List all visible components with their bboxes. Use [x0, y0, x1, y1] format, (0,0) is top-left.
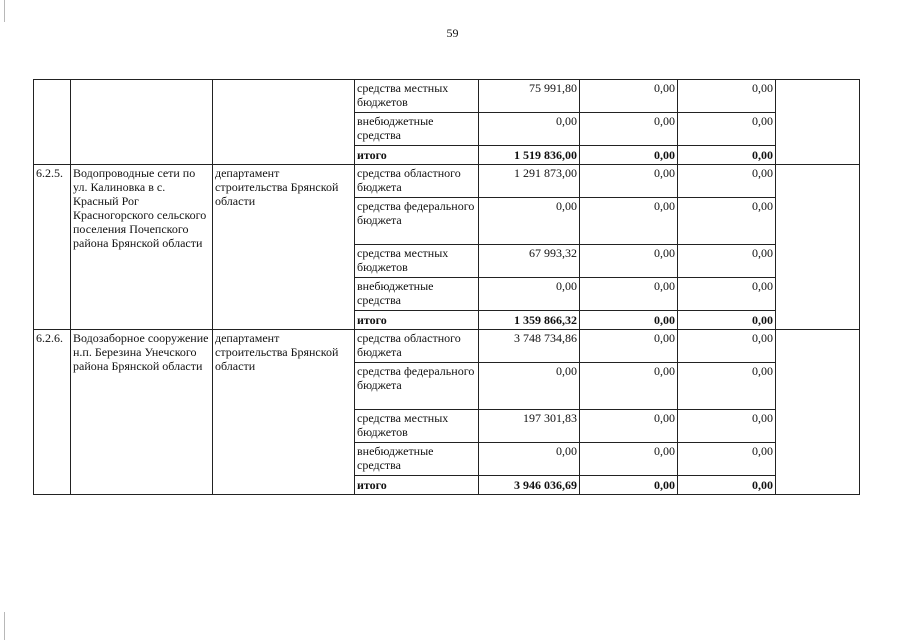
page-number: 59	[446, 26, 459, 40]
empty-cell	[776, 165, 860, 330]
value-cell: 0,00	[678, 80, 776, 113]
value-cell: 0,00	[678, 165, 776, 198]
table-row	[34, 330, 860, 363]
scan-margin-mark-top	[4, 0, 5, 22]
value-cell: 0,00	[479, 198, 580, 245]
funding-source-cell: средства местных бюджетов	[355, 410, 479, 443]
item-executor-cell	[213, 80, 355, 165]
value-cell: 3 748 734,86	[479, 330, 580, 363]
funding-source-cell: средства федерального бюджета	[355, 198, 479, 245]
total-value-cell: 0,00	[678, 146, 776, 165]
value-cell: 0,00	[479, 113, 580, 146]
value-cell: 197 301,83	[479, 410, 580, 443]
total-value-cell: 0,00	[580, 311, 678, 330]
funding-source-cell: внебюджетные средства	[355, 278, 479, 311]
total-label-cell: итого	[355, 146, 479, 165]
value-cell: 0,00	[678, 443, 776, 476]
total-label-cell: итого	[355, 476, 479, 495]
value-cell: 0,00	[580, 245, 678, 278]
value-cell: 0,00	[678, 245, 776, 278]
value-cell: 0,00	[580, 278, 678, 311]
item-code-cell	[34, 80, 71, 165]
funding-source-cell: средства областного бюджета	[355, 165, 479, 198]
item-name-cell	[71, 80, 213, 165]
value-cell: 67 993,32	[479, 245, 580, 278]
value-cell: 0,00	[580, 443, 678, 476]
value-cell: 0,00	[580, 165, 678, 198]
empty-cell	[776, 330, 860, 495]
value-cell: 0,00	[580, 113, 678, 146]
total-value-cell: 0,00	[678, 311, 776, 330]
value-cell: 75 991,80	[479, 80, 580, 113]
total-value-cell: 1 359 866,32	[479, 311, 580, 330]
funding-source-cell: средства федерального бюджета	[355, 363, 479, 410]
item-executor-cell: департамент строительства Брянской области	[213, 165, 355, 330]
value-cell: 0,00	[678, 113, 776, 146]
value-cell: 0,00	[580, 80, 678, 113]
total-label-cell: итого	[355, 311, 479, 330]
funding-source-cell: средства областного бюджета	[355, 330, 479, 363]
total-value-cell: 0,00	[678, 476, 776, 495]
value-cell: 0,00	[479, 278, 580, 311]
value-cell: 0,00	[580, 410, 678, 443]
value-cell: 0,00	[479, 363, 580, 410]
item-code-cell: 6.2.6.	[34, 330, 71, 495]
item-name-cell: Водозаборное сооружение н.п. Березина Унечского района Брянской области	[71, 330, 213, 495]
value-cell: 0,00	[678, 410, 776, 443]
total-value-cell: 0,00	[580, 146, 678, 165]
item-name-cell: Водопроводные сети по ул. Калиновка в с. Красный Рог Красногорского сельского поселения Почепского района Брянской области	[71, 165, 213, 330]
funding-source-cell: средства местных бюджетов	[355, 245, 479, 278]
value-cell: 0,00	[479, 443, 580, 476]
scan-margin-mark-bottom	[4, 612, 5, 640]
budget-table	[33, 79, 860, 495]
total-value-cell: 0,00	[580, 476, 678, 495]
funding-source-cell: средства местных бюджетов	[355, 80, 479, 113]
total-value-cell: 1 519 836,00	[479, 146, 580, 165]
value-cell: 1 291 873,00	[479, 165, 580, 198]
item-code-cell: 6.2.5.	[34, 165, 71, 330]
value-cell: 0,00	[580, 363, 678, 410]
funding-source-cell: внебюджетные средства	[355, 443, 479, 476]
total-value-cell: 3 946 036,69	[479, 476, 580, 495]
value-cell: 0,00	[678, 330, 776, 363]
table-row	[34, 165, 860, 198]
value-cell: 0,00	[580, 330, 678, 363]
table-row	[34, 80, 860, 113]
empty-cell	[776, 80, 860, 165]
value-cell: 0,00	[678, 198, 776, 245]
funding-source-cell: внебюджетные средства	[355, 113, 479, 146]
value-cell: 0,00	[580, 198, 678, 245]
value-cell: 0,00	[678, 363, 776, 410]
item-executor-cell: департамент строительства Брянской области	[213, 330, 355, 495]
value-cell: 0,00	[678, 278, 776, 311]
